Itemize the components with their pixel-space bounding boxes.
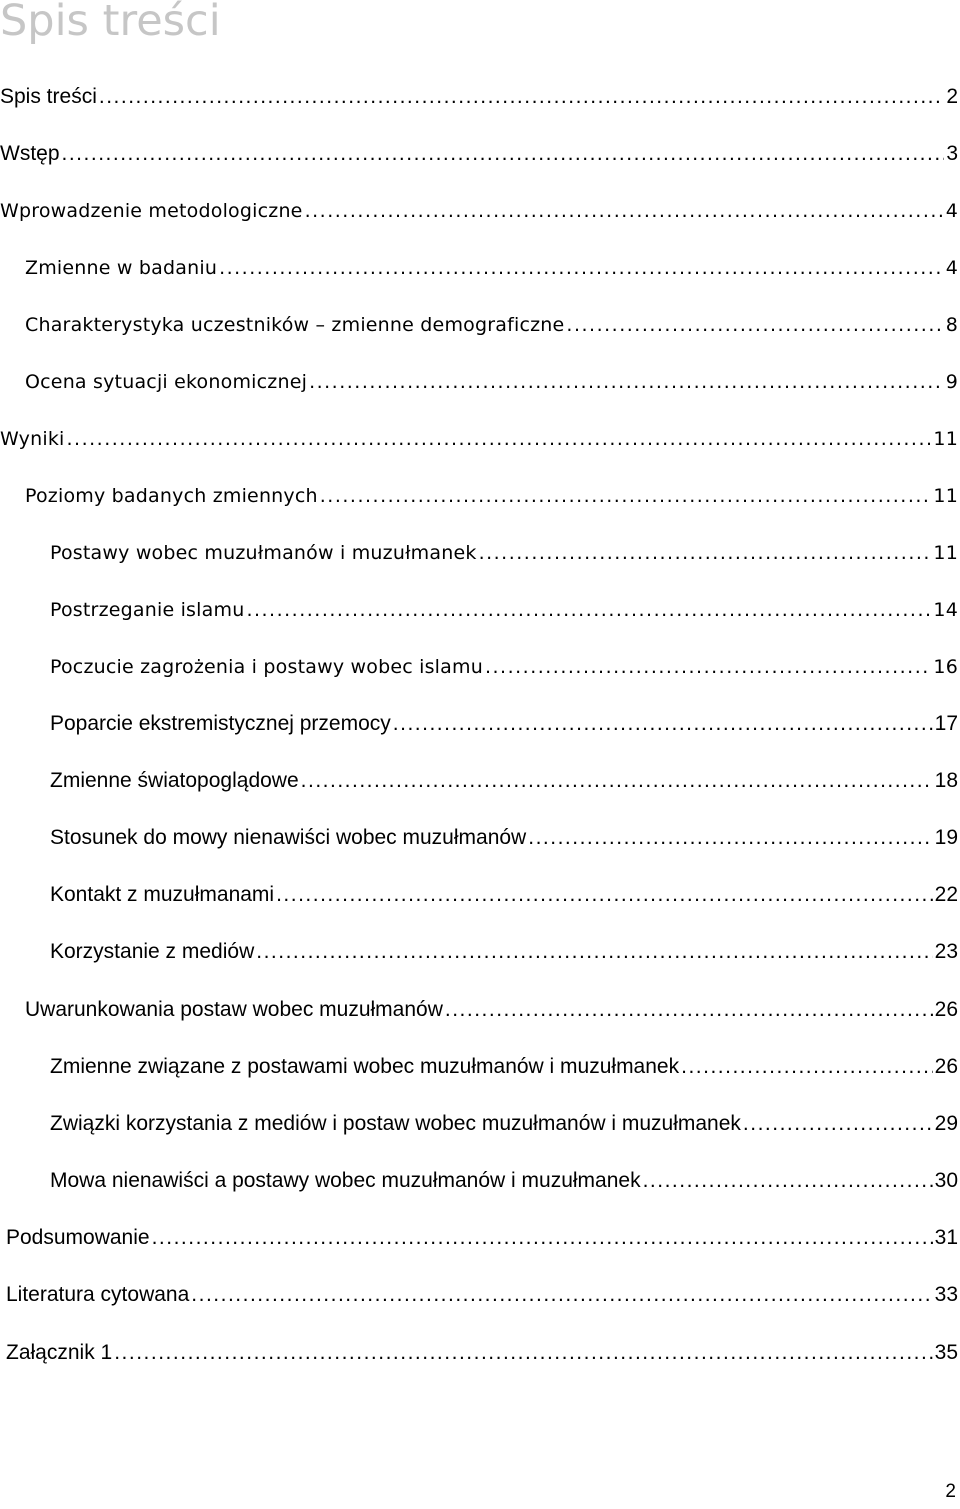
toc-entry-title: Wstęp bbox=[0, 142, 60, 165]
toc-entry-title: Podsumowanie bbox=[6, 1226, 150, 1249]
toc-entry-page: 3 bbox=[946, 142, 958, 165]
toc-entry-page: 23 bbox=[934, 940, 958, 963]
toc-entry-page: 17 bbox=[934, 712, 958, 735]
toc-entry[interactable] bbox=[50, 875, 960, 915]
toc-entry[interactable] bbox=[25, 248, 960, 288]
toc-entry[interactable] bbox=[50, 1161, 960, 1201]
toc-entry-title: Zmienne w badaniu bbox=[25, 257, 218, 279]
toc-entry-title: Ocena sytuacji ekonomicznej bbox=[25, 371, 308, 393]
toc-dot-leader bbox=[99, 77, 944, 117]
toc-dot-leader bbox=[276, 875, 933, 915]
toc-entry-page: 19 bbox=[934, 826, 958, 849]
toc-entry[interactable] bbox=[0, 419, 960, 459]
toc-entry-title: Wyniki bbox=[0, 428, 65, 450]
toc-entry-page: 11 bbox=[933, 428, 958, 450]
toc-entry[interactable] bbox=[0, 77, 960, 117]
toc-dot-leader bbox=[320, 476, 932, 516]
toc-dot-leader bbox=[743, 1104, 933, 1144]
toc-dot-leader bbox=[445, 990, 933, 1030]
toc-entry-page: 26 bbox=[934, 1055, 958, 1078]
toc-entry[interactable] bbox=[50, 590, 960, 630]
toc-entry[interactable] bbox=[50, 818, 960, 858]
toc-entry-page: 14 bbox=[933, 599, 958, 621]
toc-entry-page: 4 bbox=[945, 257, 958, 279]
toc-entry-title: Zmienne związane z postawami wobec muzułmanów i muzułmanek bbox=[50, 1055, 680, 1078]
page-number: 2 bbox=[945, 1481, 956, 1502]
toc-entry-page: 11 bbox=[933, 485, 958, 507]
toc-dot-leader bbox=[566, 305, 943, 345]
toc-dot-leader bbox=[301, 761, 933, 801]
toc-dot-leader bbox=[62, 134, 945, 174]
toc-entry[interactable] bbox=[50, 761, 960, 801]
toc-dot-leader bbox=[219, 248, 944, 288]
toc-dot-leader bbox=[246, 590, 931, 630]
toc-dot-leader bbox=[393, 704, 933, 744]
toc-entry-page: 9 bbox=[945, 371, 958, 393]
toc-entry-title: Charakterystyka uczestników – zmienne demograficzne bbox=[25, 314, 565, 336]
toc-entry[interactable] bbox=[50, 647, 960, 687]
toc-entry-page: 33 bbox=[934, 1283, 958, 1306]
toc-entry-title: Mowa nienawiści a postawy wobec muzułmanów i muzułmanek bbox=[50, 1169, 641, 1192]
toc-entry-page: 4 bbox=[945, 200, 958, 222]
toc-entry[interactable] bbox=[50, 1104, 960, 1144]
toc-entry[interactable] bbox=[25, 476, 960, 516]
toc-entry-title: Kontakt z muzułmanami bbox=[50, 883, 275, 906]
toc-entry[interactable] bbox=[0, 134, 960, 174]
toc-entry-title: Załącznik 1 bbox=[6, 1341, 113, 1364]
toc-entry[interactable] bbox=[50, 533, 960, 573]
toc-entry-page: 26 bbox=[934, 998, 958, 1021]
toc-entry-title: Literatura cytowana bbox=[6, 1283, 190, 1306]
toc-entry-title: Spis treści bbox=[0, 85, 97, 108]
toc-entry-page: 31 bbox=[934, 1226, 958, 1249]
toc-entry-title: Postawy wobec muzułmanów i muzułmanek bbox=[50, 542, 477, 564]
page-title: Spis treści bbox=[0, 0, 221, 46]
toc-entry[interactable] bbox=[0, 191, 960, 231]
toc-dot-leader bbox=[681, 1047, 933, 1087]
toc-dot-leader bbox=[152, 1218, 933, 1258]
toc-entry[interactable] bbox=[50, 704, 960, 744]
toc-entry-title: Poczucie zagrożenia i postawy wobec islamu bbox=[50, 656, 483, 678]
toc-entry-page: 16 bbox=[933, 656, 958, 678]
toc-entry[interactable] bbox=[50, 1047, 960, 1087]
toc-entry-page: 22 bbox=[934, 883, 958, 906]
toc-entry[interactable] bbox=[25, 305, 960, 345]
toc-dot-leader bbox=[67, 419, 932, 459]
toc-dot-leader bbox=[114, 1333, 932, 1373]
toc-dot-leader bbox=[485, 647, 931, 687]
toc-entry-page: 8 bbox=[945, 314, 958, 336]
toc-entry-page: 29 bbox=[934, 1112, 958, 1135]
toc-entry-title: Stosunek do mowy nienawiści wobec muzułmanów bbox=[50, 826, 527, 849]
toc-dot-leader bbox=[479, 533, 932, 573]
toc-entry-title: Korzystanie z mediów bbox=[50, 940, 255, 963]
toc-entry-title: Poparcie ekstremistycznej przemocy bbox=[50, 712, 391, 735]
toc-entry-title: Uwarunkowania postaw wobec muzułmanów bbox=[25, 998, 443, 1021]
toc-entry-title: Poziomy badanych zmiennych bbox=[25, 485, 318, 507]
toc-entry-page: 30 bbox=[934, 1169, 958, 1192]
toc-dot-leader bbox=[309, 362, 944, 402]
toc-entry[interactable] bbox=[6, 1218, 960, 1258]
toc-dot-leader bbox=[528, 818, 932, 858]
toc-entry-page: 11 bbox=[933, 542, 958, 564]
toc-entry[interactable] bbox=[6, 1333, 960, 1373]
toc-entry-title: Zmienne światopoglądowe bbox=[50, 769, 299, 792]
toc-entry[interactable] bbox=[6, 1275, 960, 1315]
toc-entry[interactable] bbox=[25, 990, 960, 1030]
toc-dot-leader bbox=[256, 932, 932, 972]
toc-entry[interactable] bbox=[50, 932, 960, 972]
toc-dot-leader bbox=[305, 191, 944, 231]
toc-dot-leader bbox=[643, 1161, 933, 1201]
toc-entry[interactable] bbox=[25, 362, 960, 402]
toc-entry-title: Związki korzystania z mediów i postaw wobec muzułmanów i muzułmanek bbox=[50, 1112, 741, 1135]
toc-entry-title: Postrzeganie islamu bbox=[50, 599, 245, 621]
toc-entry-title: Wprowadzenie metodologiczne bbox=[0, 200, 303, 222]
toc-entry-page: 2 bbox=[946, 85, 958, 108]
toc-entry-page: 18 bbox=[934, 769, 958, 792]
toc-entry-page: 35 bbox=[934, 1341, 958, 1364]
toc-dot-leader bbox=[191, 1275, 932, 1315]
